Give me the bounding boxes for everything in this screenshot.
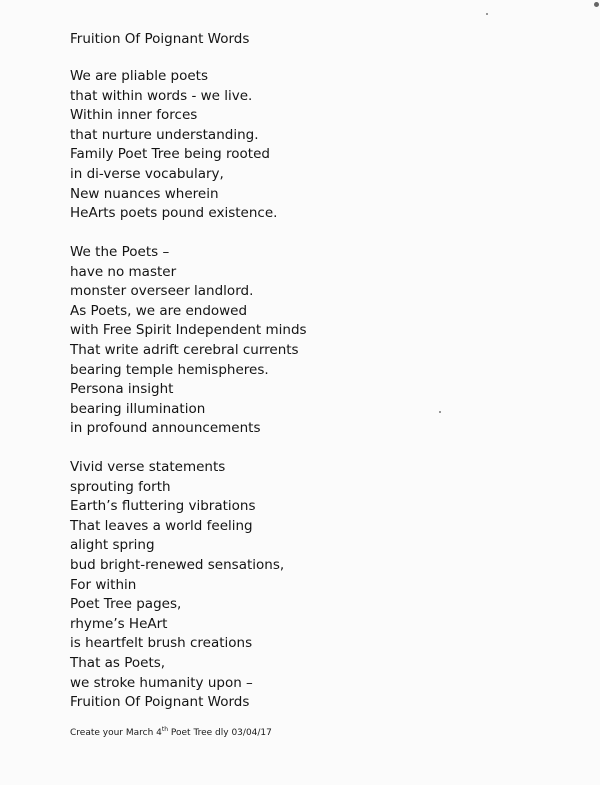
poem-line: Persona insight [70,381,174,398]
poem-line: that within words - we live. [70,87,253,104]
poem-line: Vivid verse statements [70,459,226,475]
poem-line: bud bright-renewed sensations, [70,556,285,573]
stanza-2 [70,243,307,439]
poem-line: alight spring [70,537,155,554]
footer-text-start: Create your March 4 [70,728,162,738]
paper-speck [439,411,441,413]
poem-line: That as Poets, [70,654,166,671]
poem-line: As Poets, we are endowed [70,302,248,319]
poem-line: We the Poets – [70,244,170,260]
poem-line: sprouting forth [70,478,171,495]
poem-line: We are pliable poets [70,68,208,84]
poem-line: monster overseer landlord. [70,283,254,300]
stanza-1 [70,67,277,224]
stanza-3 [70,458,284,713]
poem-line: is heartfelt brush creations [70,635,253,652]
poem-line: New nuances wherein [70,185,219,202]
poem-line: For within [70,576,137,593]
poem-line: bearing illumination [70,400,206,417]
poem-line: Family Poet Tree being rooted [70,146,270,163]
paper-speck [486,13,488,15]
poem-title: Fruition Of Poignant Words [70,31,250,47]
poem-line: Within inner forces [70,107,198,124]
poem-line: have no master [70,263,177,280]
poem-line: that nurture understanding. [70,126,259,143]
footer-superscript: th [161,726,169,733]
poem-line: we stroke humanity upon – [70,674,253,691]
poem-line: That leaves a world feeling [70,517,253,534]
poem-line: rhyme’s HeArt [70,615,168,632]
poem-line: HeArts poets pound existence. [70,205,278,222]
paper-speck [594,2,599,7]
footer-note [70,724,272,739]
poem-line: Fruition Of Poignant Words [70,694,250,711]
poem-line: bearing temple hemispheres. [70,361,269,378]
poem-line: Earth’s fluttering vibrations [70,498,256,515]
poem-line: with Free Spirit Independent minds [70,322,307,339]
poem-line: in profound announcements [70,420,261,437]
poem-line: in di-verse vocabulary, [70,165,224,182]
poem-line: That write adrift cerebral currents [70,341,299,358]
footer-text-end: Poet Tree dly 03/04/17 [168,728,272,738]
poem-line: Poet Tree pages, [70,596,182,613]
